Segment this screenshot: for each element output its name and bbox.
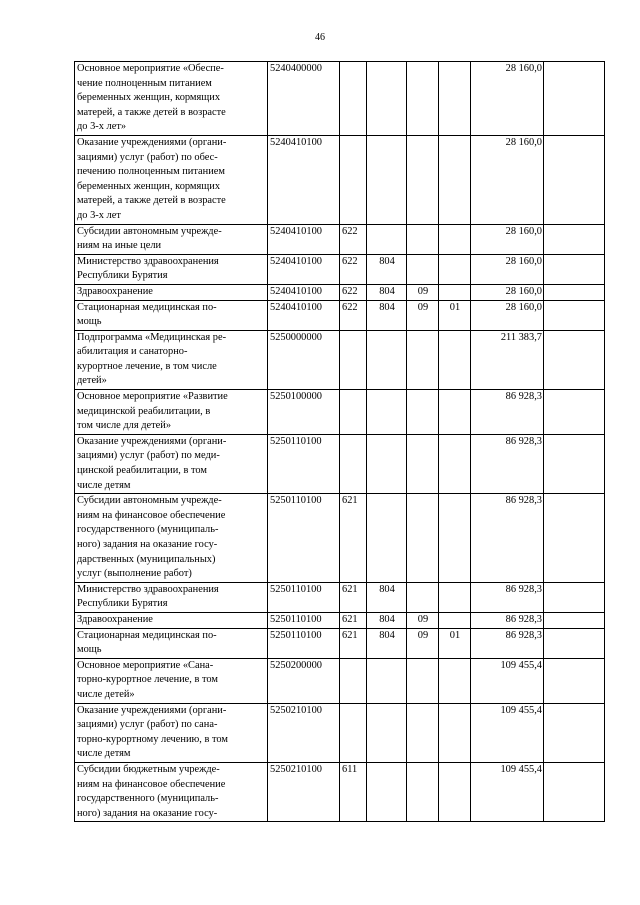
- amount: 86 928,3: [471, 582, 544, 612]
- target-article-code: 5250100000: [268, 390, 340, 435]
- target-article-code: 5250110100: [268, 434, 340, 493]
- amount: 109 455,4: [471, 762, 544, 821]
- expense-type-code: 621: [340, 628, 367, 658]
- empty-cell: [544, 300, 605, 330]
- row-name: Стационарная медицинская по- мощь: [75, 300, 268, 330]
- amount: 86 928,3: [471, 390, 544, 435]
- table-row: [75, 658, 605, 703]
- row-name: Оказание учреждениями (органи- зациями) услуг (работ) по обес- печению полноценным питанием беременных женщин, кормящих матерей, а также детей в возрасте до 3-х лет: [75, 135, 268, 224]
- table-row: [75, 434, 605, 493]
- subsection-code: 01: [439, 628, 471, 658]
- row-name: Подпрограмма «Медицинская ре- абилитация и санаторно- курортное лечение, в том числе детей»: [75, 330, 268, 389]
- table-row: [75, 300, 605, 330]
- row-name: Субсидии автономным учрежде- ниям на финансовое обеспечение государственного (муниципаль- ного) задания на оказание госу- дарственных (муниципальных) услуг (выполнение работ): [75, 494, 268, 583]
- table-row: [75, 390, 605, 435]
- empty-cell: [544, 254, 605, 284]
- amount: 86 928,3: [471, 434, 544, 493]
- subsection-code: [439, 658, 471, 703]
- amount: 86 928,3: [471, 612, 544, 628]
- section-code: 09: [407, 300, 439, 330]
- section-code: [407, 582, 439, 612]
- ministry-code: [367, 762, 407, 821]
- subsection-code: [439, 390, 471, 435]
- expense-type-code: 622: [340, 284, 367, 300]
- section-code: 09: [407, 284, 439, 300]
- empty-cell: [544, 658, 605, 703]
- amount: 28 160,0: [471, 224, 544, 254]
- target-article-code: 5240410100: [268, 224, 340, 254]
- expense-type-code: [340, 62, 367, 136]
- expense-type-code: [340, 658, 367, 703]
- table-row: [75, 284, 605, 300]
- amount: 109 455,4: [471, 703, 544, 762]
- expense-type-code: 622: [340, 254, 367, 284]
- empty-cell: [544, 434, 605, 493]
- empty-cell: [544, 628, 605, 658]
- section-code: [407, 762, 439, 821]
- ministry-code: [367, 494, 407, 583]
- table-row: [75, 330, 605, 389]
- subsection-code: [439, 284, 471, 300]
- expense-type-code: [340, 390, 367, 435]
- section-code: [407, 703, 439, 762]
- target-article-code: 5250110100: [268, 582, 340, 612]
- empty-cell: [544, 762, 605, 821]
- row-name: Субсидии автономным учрежде- ниям на иные цели: [75, 224, 268, 254]
- amount: 109 455,4: [471, 658, 544, 703]
- section-code: 09: [407, 628, 439, 658]
- row-name: Оказание учреждениями (органи- зациями) услуг (работ) по меди- цинской реабилитации, в том числе детям: [75, 434, 268, 493]
- empty-cell: [544, 62, 605, 136]
- amount: 211 383,7: [471, 330, 544, 389]
- subsection-code: [439, 62, 471, 136]
- expense-type-code: [340, 434, 367, 493]
- expense-type-code: 622: [340, 300, 367, 330]
- table-row: [75, 582, 605, 612]
- ministry-code: [367, 135, 407, 224]
- expense-type-code: [340, 135, 367, 224]
- expense-type-code: 621: [340, 582, 367, 612]
- subsection-code: [439, 762, 471, 821]
- expense-type-code: 611: [340, 762, 367, 821]
- empty-cell: [544, 390, 605, 435]
- amount: 86 928,3: [471, 628, 544, 658]
- budget-table: [74, 61, 605, 822]
- ministry-code: [367, 390, 407, 435]
- expense-type-code: 621: [340, 494, 367, 583]
- section-code: [407, 135, 439, 224]
- row-name: Оказание учреждениями (органи- зациями) услуг (работ) по сана- торно-курортному лечению, в том числе детям: [75, 703, 268, 762]
- subsection-code: 01: [439, 300, 471, 330]
- section-code: [407, 62, 439, 136]
- section-code: [407, 330, 439, 389]
- expense-type-code: [340, 330, 367, 389]
- table-row: [75, 628, 605, 658]
- section-code: [407, 434, 439, 493]
- expense-type-code: [340, 703, 367, 762]
- ministry-code: [367, 658, 407, 703]
- subsection-code: [439, 224, 471, 254]
- expense-type-code: 621: [340, 612, 367, 628]
- ministry-code: 804: [367, 582, 407, 612]
- section-code: [407, 658, 439, 703]
- empty-cell: [544, 330, 605, 389]
- ministry-code: 804: [367, 628, 407, 658]
- row-name: Основное мероприятие «Сана- торно-курортное лечение, в том числе детей»: [75, 658, 268, 703]
- section-code: [407, 254, 439, 284]
- target-article-code: 5250000000: [268, 330, 340, 389]
- ministry-code: 804: [367, 612, 407, 628]
- table-row: [75, 62, 605, 136]
- ministry-code: [367, 434, 407, 493]
- row-name: Основное мероприятие «Обеспе- чение полноценным питанием беременных женщин, кормящих матерей, а также детей в возрасте до 3-х лет»: [75, 62, 268, 136]
- target-article-code: 5240410100: [268, 254, 340, 284]
- ministry-code: 804: [367, 284, 407, 300]
- target-article-code: 5250110100: [268, 628, 340, 658]
- target-article-code: 5250210100: [268, 762, 340, 821]
- row-name: Субсидии бюджетным учрежде- ниям на финансовое обеспечение государственного (муниципаль- ного) задания на оказание госу-: [75, 762, 268, 821]
- target-article-code: 5250110100: [268, 494, 340, 583]
- table-row: [75, 224, 605, 254]
- target-article-code: 5240410100: [268, 135, 340, 224]
- section-code: [407, 390, 439, 435]
- ministry-code: [367, 62, 407, 136]
- ministry-code: [367, 703, 407, 762]
- empty-cell: [544, 612, 605, 628]
- amount: 28 160,0: [471, 254, 544, 284]
- empty-cell: [544, 703, 605, 762]
- row-name: Здравоохранение: [75, 612, 268, 628]
- row-name: Здравоохранение: [75, 284, 268, 300]
- target-article-code: 5250200000: [268, 658, 340, 703]
- amount: 28 160,0: [471, 135, 544, 224]
- page-number: 46: [315, 32, 325, 43]
- empty-cell: [544, 494, 605, 583]
- table-row: [75, 254, 605, 284]
- subsection-code: [439, 582, 471, 612]
- section-code: [407, 224, 439, 254]
- ministry-code: 804: [367, 254, 407, 284]
- row-name: Министерство здравоохранения Республики Бурятия: [75, 254, 268, 284]
- section-code: 09: [407, 612, 439, 628]
- ministry-code: [367, 330, 407, 389]
- subsection-code: [439, 703, 471, 762]
- subsection-code: [439, 494, 471, 583]
- table-row: [75, 703, 605, 762]
- row-name: Министерство здравоохранения Республики Бурятия: [75, 582, 268, 612]
- target-article-code: 5240410100: [268, 284, 340, 300]
- empty-cell: [544, 284, 605, 300]
- subsection-code: [439, 254, 471, 284]
- empty-cell: [544, 135, 605, 224]
- ministry-code: 804: [367, 300, 407, 330]
- amount: 28 160,0: [471, 62, 544, 136]
- target-article-code: 5250110100: [268, 612, 340, 628]
- table-row: [75, 762, 605, 821]
- table-row: [75, 135, 605, 224]
- target-article-code: 5240410100: [268, 300, 340, 330]
- subsection-code: [439, 612, 471, 628]
- target-article-code: 5240400000: [268, 62, 340, 136]
- expense-type-code: 622: [340, 224, 367, 254]
- subsection-code: [439, 330, 471, 389]
- table-row: [75, 612, 605, 628]
- empty-cell: [544, 224, 605, 254]
- amount: 28 160,0: [471, 284, 544, 300]
- table-row: [75, 494, 605, 583]
- row-name: Стационарная медицинская по- мощь: [75, 628, 268, 658]
- amount: 28 160,0: [471, 300, 544, 330]
- empty-cell: [544, 582, 605, 612]
- ministry-code: [367, 224, 407, 254]
- section-code: [407, 494, 439, 583]
- subsection-code: [439, 434, 471, 493]
- subsection-code: [439, 135, 471, 224]
- target-article-code: 5250210100: [268, 703, 340, 762]
- amount: 86 928,3: [471, 494, 544, 583]
- row-name: Основное мероприятие «Развитие медицинской реабилитации, в том числе для детей»: [75, 390, 268, 435]
